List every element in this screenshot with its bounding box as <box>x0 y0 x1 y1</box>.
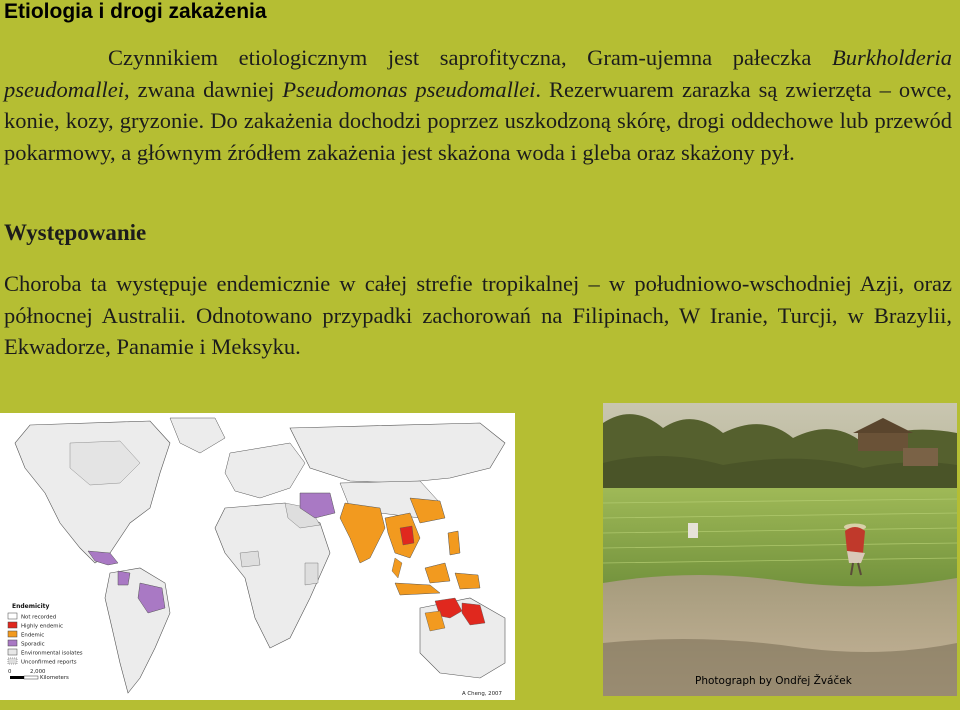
etiology-text-c: . Rezerwuarem zarazka są zwierzęta – owce, konie, kozy, gryzonie. Do zakażenia dochodzi poprzez uszkodzoną skórę, drogi oddechowe lub przewód pokarmowy, a głównym źródłem zakażenia jest skażona woda i gleba oraz skażony pył. <box>4 76 952 165</box>
scale-unit: Kilometers <box>40 675 69 681</box>
photo-caption: Photograph by Ondřej Žváček <box>695 675 852 687</box>
legend-swatch <box>8 658 17 664</box>
rice-field-photo <box>603 403 957 696</box>
legend-swatch <box>8 622 17 628</box>
section-heading: Etiologia i drogi zakażenia <box>4 0 267 23</box>
species-name-pseudomonas: Pseudomonas pseudomallei <box>282 76 536 102</box>
legend-label: Unconfirmed reports <box>21 659 77 666</box>
legend-label: Environmental isolates <box>21 650 83 657</box>
scale-mid: 2,000 <box>30 669 46 675</box>
world-map-graphic <box>0 413 515 700</box>
legend-swatch <box>8 649 17 655</box>
etiology-text-a: Czynnikiem etiologicznym jest saprofityczna, Gram-ujemna pałeczka <box>108 45 833 70</box>
legend-swatch <box>8 640 17 646</box>
legend-swatch <box>8 613 17 619</box>
species-name-burkholderia: Burkholderia pseudomallei <box>4 45 952 102</box>
endemicity-map <box>0 413 515 700</box>
etiology-text-b: , zwana dawniej <box>123 76 283 102</box>
legend-label: Not recorded <box>21 614 57 621</box>
map-credit: A Cheng, 2007 <box>462 691 502 697</box>
photo-graphic <box>603 403 957 696</box>
legend-title: Endemicity <box>12 603 50 610</box>
legend-swatch <box>8 631 17 637</box>
legend-label: Endemic <box>21 632 45 639</box>
etiology-paragraph <box>4 42 952 168</box>
legend-label: Sporadic <box>21 641 45 648</box>
scale-zero: 0 <box>8 669 12 675</box>
occurrence-heading: Występowanie <box>4 220 147 245</box>
occurrence-paragraph: Choroba ta występuje endemicznie w całej strefie tropikalnej – w południowo-wschodniej Azji, oraz północnej Australii. Odnotowano przypadki zachorowań na Filipinach, W Iranie, Turcji, w Brazylii, Ekwadorze, Panamie i Meksyku. <box>4 271 952 359</box>
legend-label: Highly endemic <box>21 623 63 630</box>
